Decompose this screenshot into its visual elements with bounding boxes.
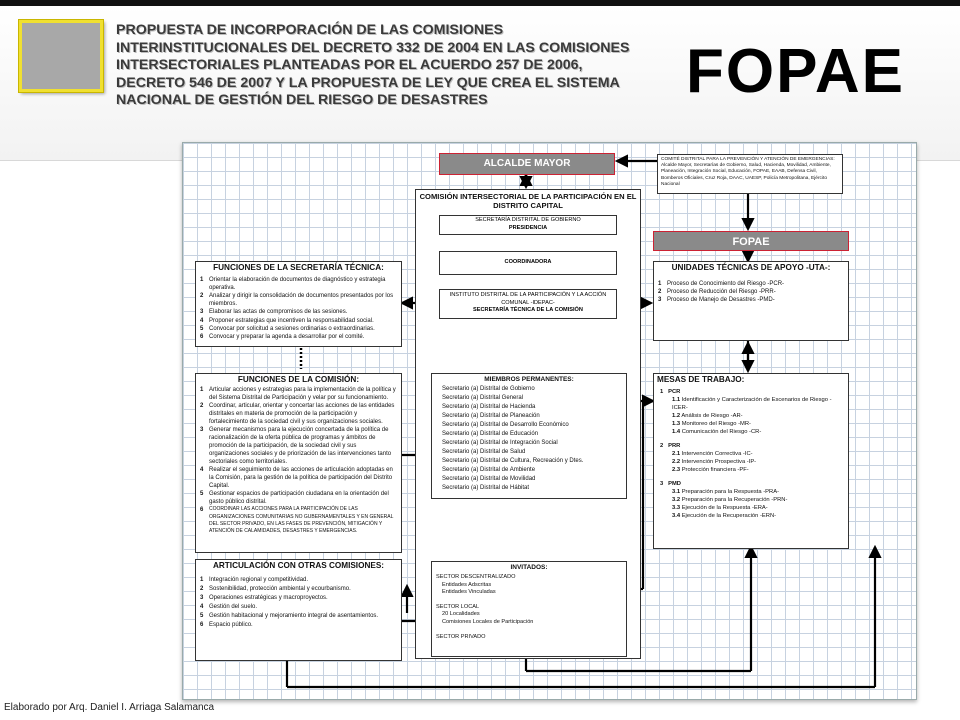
spacer <box>436 627 622 634</box>
list-item: 1 Articular acciones y estrategias para la implementación de la política y del Sistema Distrital de Participación y velar por su funcionamiento. <box>200 387 396 402</box>
list-item: 1.4 Comunicación del Riesgo -CR- <box>672 429 762 436</box>
funciones-comision-list <box>196 386 401 536</box>
presidencia-box <box>439 215 617 235</box>
invitados-list <box>432 572 626 643</box>
list-item: 3.3 Ejecución de la Respuesta -ERA- <box>672 505 768 512</box>
presidencia-label: PRESIDENCIA <box>508 224 548 231</box>
funciones-secretaria-box <box>195 261 402 347</box>
list-item: Entidades Vinculadas <box>442 589 496 596</box>
brand-fopae: FOPAE <box>686 37 905 106</box>
list-item: Secretario (a) Distrital de Planeación <box>442 413 540 420</box>
list-item: SECTOR LOCAL <box>436 603 480 610</box>
miembros-list <box>432 385 626 493</box>
list-item: Entidades Adscritas <box>442 581 492 588</box>
list-item: 1 Orientar la elaboración de documentos de diagnóstico y estrategia operativa. <box>200 277 386 292</box>
coordinadora-box: COORDINADORA <box>439 251 617 275</box>
list-item: Comisiones Locales de Participación <box>442 619 534 626</box>
footer-credit: Elaborado por Arq. Daniel I. Arriaga Salamanca <box>4 702 215 713</box>
miembros-title: MIEMBROS PERMANENTES: <box>484 376 574 383</box>
alcalde-mayor-box: ALCALDE MAYOR <box>439 153 615 175</box>
mesa-group-pcr: 1 PCR <box>660 389 681 396</box>
list-item: SECTOR DESCENTRALIZADO <box>436 574 516 581</box>
list-item: 2 Analizar y dirigir la consolidación de documentos presentados por los miembros. <box>200 293 394 308</box>
list-item: 3.4 Ejecución de la Recuperación -ERN- <box>672 513 777 520</box>
funciones-comision-box <box>195 373 402 553</box>
secretaria-gobierno: SECRETARÍA DISTRITAL DE GOBIERNO <box>475 217 581 223</box>
comision-title: COMISIÓN INTERSECTORIAL DE LA PARTICIPACIÓN EN EL DISTRITO CAPITAL <box>419 192 637 210</box>
list-item: 4 Realizar el seguimiento de las acciones de articulación adoptadas en la Comisión, para la gestión de la política de participación del Distrito Capital. <box>200 467 393 490</box>
logo-square <box>19 20 103 92</box>
list-item: 1.2 Análisis de Riesgo -AR- <box>672 413 743 420</box>
articulacion-box <box>195 559 402 661</box>
secretaria-tecnica-label: SECRETARÍA TÉCNICA DE LA COMISIÓN <box>473 307 583 313</box>
spacer <box>436 597 622 604</box>
list-item: 3.2 Preparación para la Recuperación -PRN- <box>672 497 788 504</box>
list-item: 3.1 Preparación para la Respuesta -PRA- <box>672 489 779 496</box>
list-item: 3 Operaciones estratégicas y macroproyectos. <box>200 595 328 602</box>
list-item: Secretario (a) Distrital de Ambiente <box>442 467 536 474</box>
list-item: Secretario (a) Distrital de Movilidad <box>442 476 536 483</box>
list-item: 3 Proceso de Manejo de Desastres -PMD- <box>658 297 775 304</box>
org-diagram <box>182 142 917 700</box>
list-item: SECTOR PRIVADO <box>436 633 486 640</box>
list-item: 4 Gestión del suelo. <box>200 604 258 611</box>
mesa-group-pmd: 3 PMD <box>660 481 681 488</box>
list-item: 4 Proponer estrategias que incentiven la responsabilidad social. <box>200 317 374 324</box>
mesa-group-prr: 2 PRR <box>660 443 681 450</box>
list-item: 6 Espacio público. <box>200 622 253 629</box>
unidades-tecnicas-title: UNIDADES TÉCNICAS DE APOYO -UTA-: <box>671 263 831 272</box>
list-item: 6 Convocar y preparar la agenda a desarrollar por el comité. <box>200 333 365 340</box>
list-item: 3 Elaborar las actas de compromisos de las sesiones. <box>200 309 348 316</box>
mesas-groups <box>654 384 848 520</box>
list-item: 1.3 Monitoreo del Riesgo -MR- <box>672 421 751 428</box>
list-item: 2 Coordinar, articular, orientar y concertar las acciones de las entidades distritales en materia de promoción de la participación y fortalecimiento de la sociedad civil y sus organizaciones sociales. <box>200 403 395 426</box>
mesas-title: MESAS DE TRABAJO: <box>657 375 745 384</box>
list-item: 20 Localidades <box>442 611 480 618</box>
list-item: Secretario (a) Distrital General <box>442 395 524 402</box>
list-item: Secretario (a) Distrital de Cultura, Recreación y Dtes. <box>442 458 584 465</box>
fopae-box: FOPAE <box>653 231 849 251</box>
list-item: 2.3 Protección financiera -PF- <box>672 467 749 474</box>
comite-distrital-box: COMITÉ DISTRITAL PARA LA PREVENCIÓN Y ATENCIÓN DE EMERGENCIAS: Alcalde Mayor, Secretarías de Gobierno, Salud, Hacienda, Movilidad, Ambiente, Planeación, Integración Social, Educación, FOPAE, EAAB, Defensa Civil, Bomberos Oficiales, Cruz Roja, DAAC, UAESP, Policía Metropolitana, Ejército Nacional <box>657 154 843 194</box>
list-item: 5 Convocar por solicitud a sesiones ordinarias o extraordinarias. <box>200 325 375 332</box>
list-item: Secretario (a) Distrital de Salud <box>442 449 526 456</box>
articulacion-title: ARTICULACIÓN CON OTRAS COMISIONES: <box>212 561 385 570</box>
list-item: Secretario (a) Distrital de Hábitat <box>442 485 530 492</box>
funciones-comision-title: FUNCIONES DE LA COMISIÓN: <box>237 375 360 384</box>
list-item: 2.1 Intervención Correctiva -IC- <box>672 451 753 458</box>
articulacion-list <box>196 576 401 630</box>
list-item: Secretario (a) Distrital de Educación <box>442 431 539 438</box>
list-item: Secretario (a) Distrital de Hacienda <box>442 404 536 411</box>
instituto-idepac: INSTITUTO DISTRITAL DE LA PARTICIPACIÓN Y LA ACCIÓN COMUNAL -IDEPAC- <box>449 292 607 306</box>
unidades-tecnicas-box <box>653 261 849 341</box>
list-item: Secretario (a) Distrital de Gobierno <box>442 386 535 393</box>
list-item: Secretario (a) Distrital de Desarrollo Económico <box>442 422 569 429</box>
slide-title: PROPUESTA DE INCORPORACIÓN DE LAS COMISIONES INTERINSTITUCIONALES DEL DECRETO 332 DE 2004 EN LAS COMISIONES INTERSECTORIALES PLANTEADAS POR EL ACUERDO 257 DE 2006, DECRETO 546 DE 2007 Y LA PROPUESTA DE LEY QUE CREA EL SISTEMA NACIONAL DE GESTIÓN DEL RIESGO DE DESASTRES <box>116 22 630 109</box>
list-item: 1 Integración regional y competitividad. <box>200 577 309 584</box>
list-item: 2.2 Intervención Prospectiva -IP- <box>672 459 757 466</box>
list-item: 1 Proceso de Conocimiento del Riesgo -PCR- <box>658 281 785 288</box>
funciones-secretaria-list <box>196 276 401 341</box>
list-item: 3 Generar mecanismos para la ejecución concertada de la política de racionalización de la oferta pública de programas y ámbitos de promoción de la participación, de la sociedad civil y sus organizaciones sociales y de priorización de las intervenciones tanto sectoriales como territoriales. <box>200 427 392 466</box>
list-item: 6 COORDINAR LAS ACCIONES PARA LA PARTICIPACIÓN DE LAS ORGANIZACIONES COMUNITARIAS NO GUBERNAMENTALES Y EN GENERAL DEL SECTOR PRIVADO, EN LAS FASES DE PREVENCIÓN, MITIGACIÓN Y ATENCIÓN DE CALAMIDADES, DESASTRES Y EMERGENCIAS. <box>200 506 394 535</box>
list-item: 5 Gestión habitacional y mejoramiento integral de asentamientos. <box>200 613 379 620</box>
mesas-trabajo-box <box>653 373 849 549</box>
miembros-permanentes-box <box>431 373 627 499</box>
list-item: 1.1 Identificación y Caracterización de Escenarios de Riesgo -ICER- <box>672 397 832 412</box>
list-item: 2 Sostenibilidad, protección ambiental y ecourbanismo. <box>200 586 351 593</box>
invitados-title: INVITADOS: <box>510 564 548 571</box>
slide-header <box>0 6 960 161</box>
list-item: Secretario (a) Distrital de Integración Social <box>442 440 558 447</box>
list-item: 2 Proceso de Reducción del Riesgo -PRR- <box>658 289 776 296</box>
unidades-tecnicas-list <box>654 280 848 304</box>
funciones-secretaria-title: FUNCIONES DE LA SECRETARÍA TÉCNICA: <box>213 263 384 272</box>
secretaria-tecnica-box <box>439 289 617 319</box>
invitados-box <box>431 561 627 657</box>
list-item: 5 Gestionar espacios de participación ciudadana en la orientación del gasto público distrital. <box>200 491 389 506</box>
